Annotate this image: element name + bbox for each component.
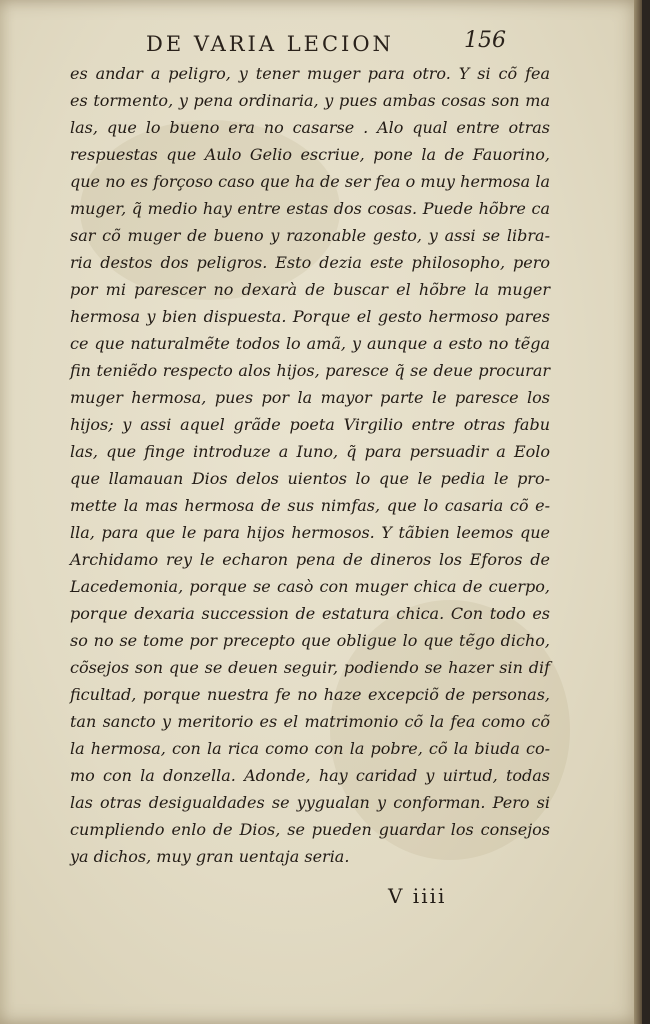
text-line: mette la mas hermosa de sus nimfas, que lo casaria cõ e- bbox=[70, 496, 550, 515]
text-line: fin teniẽdo respecto alos hijos, paresce q̃ se deue procurar bbox=[70, 361, 550, 380]
text-line: que no es forçoso caso que ha de ser fea o muy hermosa la bbox=[70, 172, 550, 191]
text-line: lla, para que le para hijos hermosos. Y tãbien leemos que bbox=[70, 523, 550, 542]
text-line: sar cõ muger de bueno y razonable gesto, y assi se libra- bbox=[70, 226, 550, 245]
text-line: ficultad, porque nuestra fe no haze excepciõ de personas, bbox=[70, 685, 550, 704]
text-line: hermosa y bien dispuesta. Porque el gesto hermoso pares bbox=[70, 307, 550, 326]
text-line: tan sancto y meritorio es el matrimonio cõ la fea como cõ bbox=[70, 712, 550, 731]
text-line: muger, q̃ medio hay entre estas dos cosas. Puede hõbre ca bbox=[70, 199, 550, 218]
text-line: porque dexaria succession de estatura chica. Con todo es bbox=[70, 604, 550, 623]
text-line: es andar a peligro, y tener muger para otro. Y si cõ fea bbox=[70, 64, 550, 83]
text-line: la hermosa, con la rica como con la pobre, cõ la biuda co- bbox=[70, 739, 550, 758]
text-line: respuestas que Aulo Gelio escriue, pone la de Fauorino, bbox=[70, 145, 550, 164]
text-line: hijos; y assi aquel grãde poeta Virgilio entre otras fabu bbox=[70, 415, 550, 434]
text-line: por mi parescer no dexarà de buscar el hõbre la muger bbox=[70, 280, 550, 299]
page-number: 156 bbox=[464, 28, 506, 53]
text-line: cõsejos son que se deuen seguir, podiendo se hazer sin dif bbox=[70, 658, 550, 677]
text-line: muger hermosa, pues por la mayor parte le paresce los bbox=[70, 388, 550, 407]
running-head bbox=[0, 28, 642, 62]
body-text bbox=[70, 60, 550, 870]
text-line: Lacedemonia, porque se casò con muger chica de cuerpo, bbox=[70, 577, 550, 596]
text-line: es tormento, y pena ordinaria, y pues ambas cosas son ma bbox=[70, 91, 550, 110]
text-line: ya dichos, muy gran uentaja seria. bbox=[70, 847, 350, 866]
text-line: cumpliendo enlo de Dios, se pueden guardar los consejos bbox=[70, 820, 550, 839]
text-line: las otras desigualdades se yygualan y conforman. Pero si bbox=[70, 793, 550, 812]
text-line: las, que lo bueno era no casarse . Alo qual entre otras bbox=[70, 118, 550, 137]
text-line: mo con la donzella. Adonde, hay caridad y uirtud, todas bbox=[70, 766, 550, 785]
text-line: las, que finge introduze a Iuno, q̃ para persuadir a Eolo bbox=[70, 442, 550, 461]
text-line: so no se tome por precepto que obligue lo que tẽgo dicho, bbox=[70, 631, 550, 650]
page-edge-shadow bbox=[634, 0, 642, 1024]
text-line: ria destos dos peligros. Esto dezia este philosopho, pero bbox=[70, 253, 550, 272]
running-title: DE VARIA LECION bbox=[146, 32, 394, 56]
text-line: que llamauan Dios delos uientos lo que le pedia le pro- bbox=[70, 469, 550, 488]
text-line: ce que naturalmẽte todos lo amã, y aunque a esto no tẽga bbox=[70, 334, 550, 353]
text-line: Archidamo rey le echaron pena de dineros los Eforos de bbox=[70, 550, 550, 569]
signature-mark: V iiii bbox=[388, 884, 447, 908]
